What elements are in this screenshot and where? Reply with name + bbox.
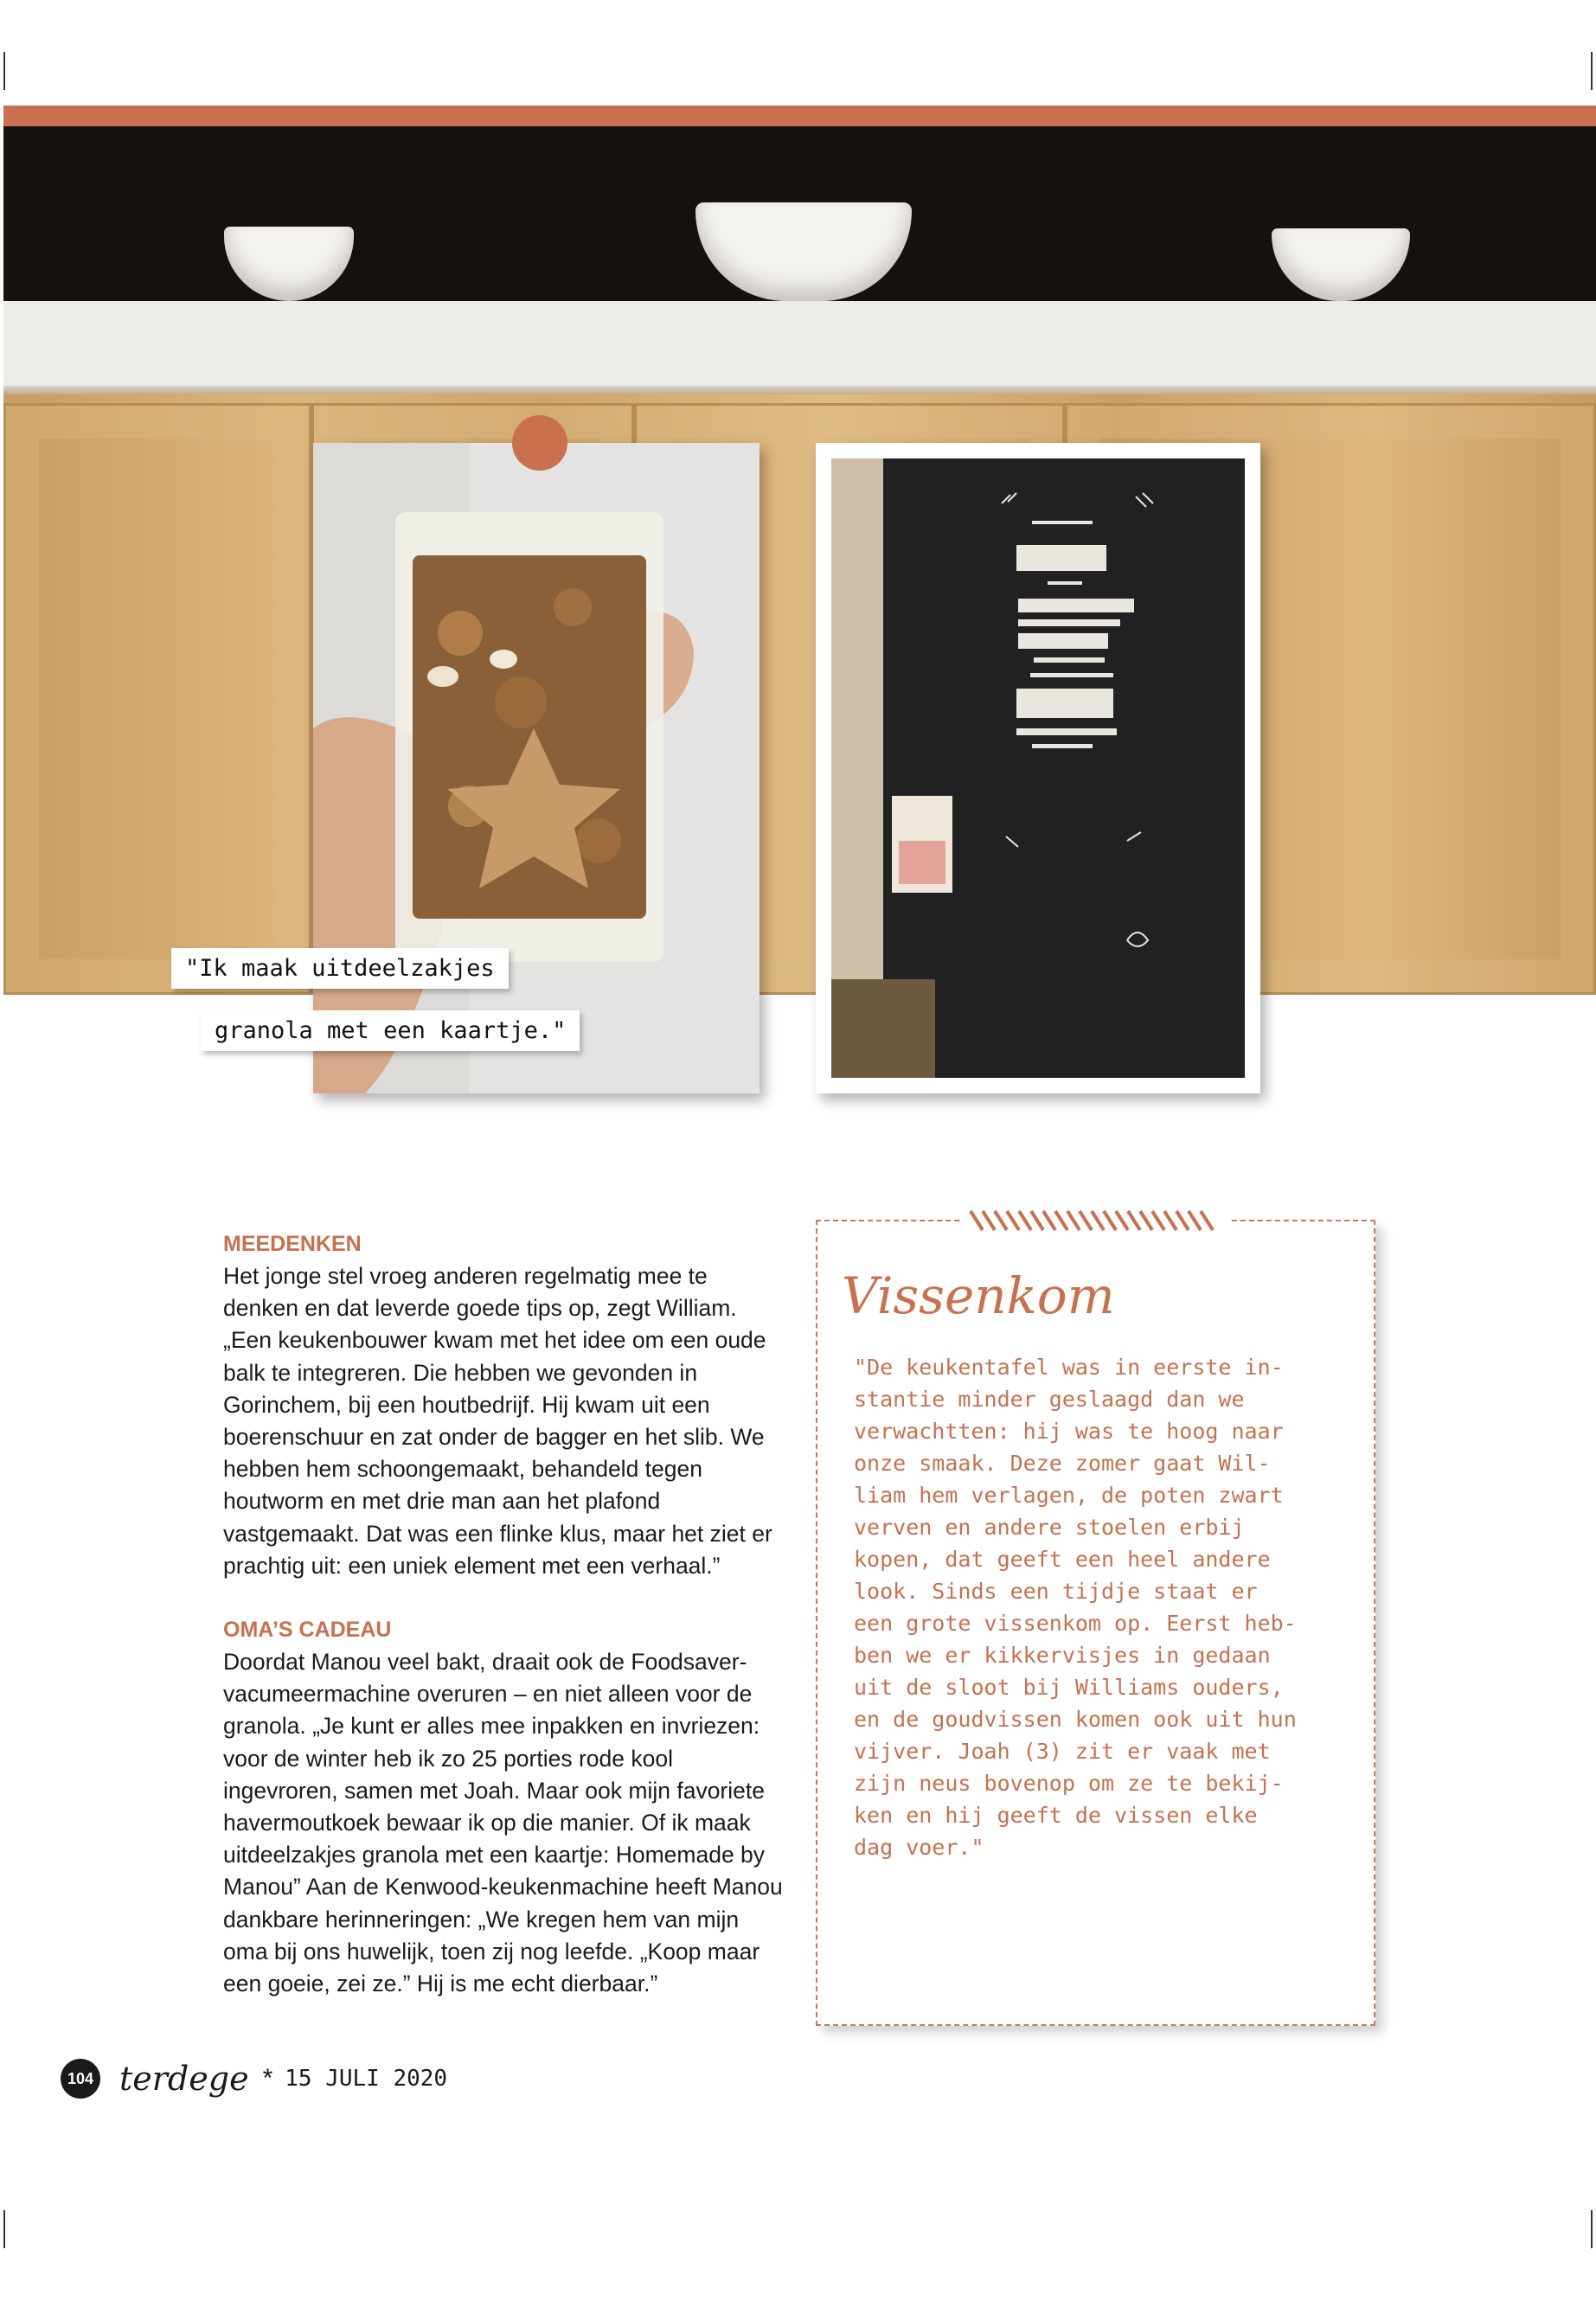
page-number: 104 xyxy=(61,2059,100,2099)
shelf xyxy=(3,301,1596,394)
article-column xyxy=(223,1228,785,2000)
crop-mark xyxy=(1591,2210,1593,2248)
magazine-name: terdege xyxy=(119,2060,249,2098)
crop-mark xyxy=(1591,52,1593,90)
section-heading-omas-cadeau: OMA’S CADEAU xyxy=(223,1618,392,1643)
chalkboard-image xyxy=(816,443,1260,1093)
page-footer xyxy=(61,2057,447,2100)
crop-mark xyxy=(3,52,5,90)
issue-date: 15 JULI 2020 xyxy=(285,2066,448,2092)
cabinet-door xyxy=(3,403,311,995)
section-body-meedenken: Het jonge stel vroeg anderen regelmatig mee te denken en dat leverde goede tips op, zegt William. „Een keukenbouwer kwam met het idee om een oude balk te integreren. Die hebben we gevonden in Gorinchem, bij een houtbedrijf. Hij kwam uit een boerenschuur en zat onder de bagger en het slib. We hebben hem schoongemaakt, behandeld tegen houtworm en met drie man aan het plafond vastgemaakt. Dat was een flinke klus, maar het ziet er prachtig uit: een uniek element met een verhaal.” xyxy=(223,1263,772,1579)
sidebar-box xyxy=(816,1220,1375,2026)
crop-mark xyxy=(3,2210,5,2248)
granola-bag-image xyxy=(313,443,760,1093)
separator-star: * xyxy=(262,2064,273,2093)
section-heading-meedenken: MEEDENKEN xyxy=(223,1232,362,1256)
section-body-omas-cadeau: Doordat Manou veel bakt, draait ook de Foodsaver-vacumeermachine overuren – en niet alleen voor de granola. „Je kunt er alles mee inpakken en invriezen: voor de winter heb ik zo 25 porties rode kool ingevroren, samen met Joah. Maar ook mijn favoriete havermoutkoek bewaar ik op die manier. Of ik maak uitdeelzakjes granola met een kaartje: Homemade by Manou” Aan de Kenwood-keukenmachine heeft Manou dankbare herinneringen: „We kregen hem van mijn oma bij ons huwelijk, toen zij nog leefde. „Koop maar een goeie, zei ze.” Hij is me echt dierbaar.” xyxy=(223,1649,783,1997)
sidebar-body: "De keukentafel was in eerste in- stantie minder geslaagd dan we verwachtten: hij was te hoog naar onze smaak. Deze zomer gaat Wil- liam hem verlagen, de poten zwart verven en andere stoelen erbij kopen, dat geeft een heel andere look. Sinds een tijdje staat er een grote vissenkom op. Eerst heb- ben we er kikkervisjes in gedaan uit de sloot bij Williams ouders, en de goudvissen komen ook uit hun vijver. Joah (3) zit er vaak met zijn neus bovenop om ze te bekij- ken en hij geeft de vissen elke dag voer." xyxy=(854,1355,1297,1860)
sidebar-title: Vissenkom xyxy=(842,1266,1115,1325)
photo-caption-line-2: granola met een kaartje." xyxy=(201,1010,580,1051)
pin-icon xyxy=(512,415,567,471)
zigzag-ornament xyxy=(960,1208,1228,1234)
photo-caption-line-1: "Ik maak uitdeelzakjes xyxy=(171,948,509,989)
kitchen-photo xyxy=(3,126,1596,995)
chalkboard-photo xyxy=(816,443,1260,1093)
granola-photo xyxy=(313,443,760,1093)
accent-bar xyxy=(3,106,1596,126)
wooden-cabinet xyxy=(3,394,1596,995)
